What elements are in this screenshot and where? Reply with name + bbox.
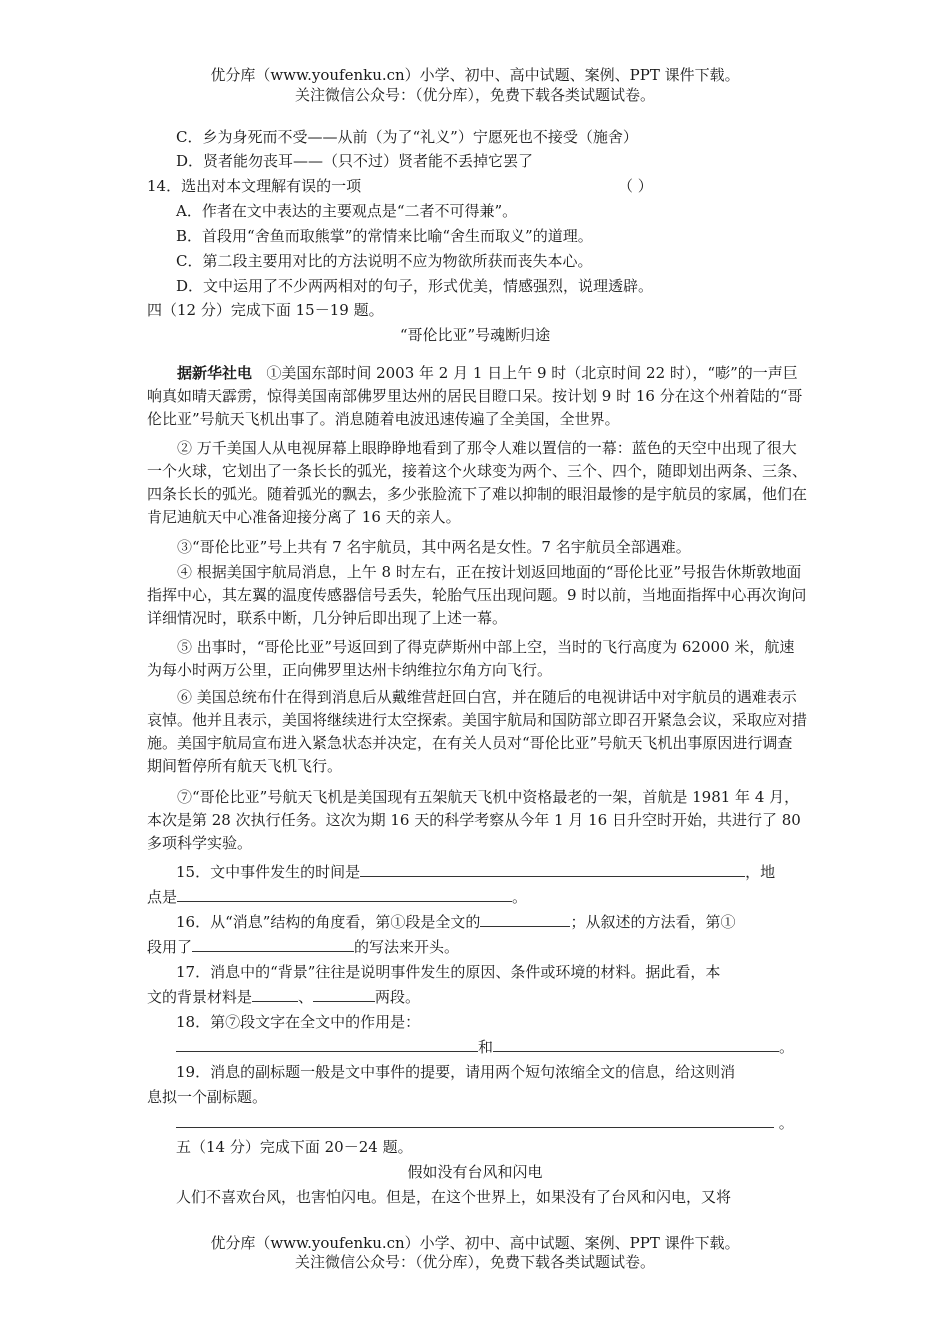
article-lead: 据新华社电 <box>177 364 253 382</box>
section-4-heading: 四（12 分）完成下面 15－19 题。 <box>147 301 384 319</box>
q17-line-2 <box>147 987 787 1007</box>
header-line-1: 优分库（www.youfenku.cn）小学、初中、高中试题、案例、PPT 课件下载。 <box>210 66 740 84</box>
q17-line-1: 17．消息中的“背景”往往是说明事件发生的原因、条件或环境的材料。据此看，本 <box>176 963 721 981</box>
q18-blank-2[interactable] <box>493 1037 779 1052</box>
q14-option-a: A．作者在文中表达的主要观点是“二者不可得兼”。 <box>176 202 518 220</box>
q15-time-blank[interactable] <box>360 862 745 877</box>
q14-option-c: C．第二段主要用对比的方法说明不应为物欲所获而丧失本心。 <box>176 252 593 270</box>
q17-text-b: 文的背景材料是 <box>147 988 253 1006</box>
q13-option-d: D．贤者能勿丧耳——（只不过）贤者能不丢掉它罢了 <box>176 152 534 170</box>
article-title: “哥伦比亚”号魂断归途 <box>399 326 551 344</box>
q19-line-1: 19．消息的副标题一般是文中事件的提要，请用两个短句浓缩全文的信息，给这则消 <box>176 1063 736 1081</box>
q15-text-a: 15．文中事件发生的时间是 <box>176 863 361 881</box>
article-paragraph-3: ③“哥伦比亚”号上共有 7 名宇航员，其中两名是女性。7 名宇航员全部遇难。 <box>177 538 691 556</box>
section-5-heading: 五（14 分）完成下面 20－24 题。 <box>176 1138 413 1156</box>
article-paragraph-5: ⑤ 出事时，“哥伦比亚”号返回到了得克萨斯州中部上空，当时的飞行高度为 62000 米，航速为每小时两万公里，正向佛罗里达州卡纳维拉尔角方向飞行。 <box>147 638 795 679</box>
q17-text-d: 两段。 <box>375 988 421 1006</box>
article-paragraph-1 <box>147 362 807 431</box>
q18-line-1: 18．第⑦段文字在全文中的作用是： <box>176 1013 421 1031</box>
q13-option-c: C．乡为身死而不受——从前（为了“礼义”）宁愿死也不接受（施舍） <box>176 128 638 146</box>
q17-blank-1[interactable] <box>252 987 298 1002</box>
q16-text-a: 16．从“消息”结构的角度看，第①段是全文的 <box>176 913 481 931</box>
section-5-paragraph-1: 人们不喜欢台风，也害怕闪电。但是，在这个世界上，如果没有了台风和闪电，又将 <box>176 1188 732 1206</box>
q19-subtitle-blank[interactable] <box>176 1113 774 1128</box>
q14-option-d: D．文中运用了不少两两相对的句子，形式优美，情感强烈，说理透辟。 <box>176 277 654 295</box>
article-paragraph-6: ⑥ 美国总统布什在得到消息后从戴维营赶回白宫，并在随后的电视讲话中对宇航员的遇难表示哀悼。他并且表示，美国将继续进行太空探索。美国宇航局和国防部立即召开紧急会议，采取应对措施。美国宇航局宣布进入紧急状态并决定，在有关人员对“哥伦比亚”号航天飞机出事原因进行调查期间暂停所有航天飞机飞行。 <box>147 688 808 775</box>
q19-text-c: 。 <box>778 1114 794 1132</box>
q16-text-d: 的写法来开头。 <box>354 938 460 956</box>
q15-text-c: 点是 <box>147 888 178 906</box>
q14-stem: 14．选出对本文理解有误的一项 <box>147 177 362 195</box>
article-paragraph-7: ⑦“哥伦比亚”号航天飞机是美国现有五架航天飞机中资格最老的一架，首航是 1981 年 4 月，本次是第 28 次执行任务。这次为期 16 天的科学考察从今年 1 月 16 日升空时开始，共进行了 80 多项科学实验。 <box>147 788 801 852</box>
q18-blank-1[interactable] <box>176 1037 478 1052</box>
section-5-title: 假如没有台风和闪电 <box>407 1163 543 1181</box>
q18-text-b: 和 <box>478 1038 494 1056</box>
q15-place-blank[interactable] <box>177 887 512 902</box>
q16-text-b: ；从叙述的方法看，第① <box>570 913 736 931</box>
q19-line-2: 息拟一个副标题。 <box>147 1088 268 1106</box>
q15-text-b: ，地 <box>745 863 776 881</box>
header-line-2: 关注微信公众号：（优分库），免费下载各类试题试卷。 <box>294 86 655 104</box>
q15-line-1 <box>176 862 816 882</box>
q16-line-2 <box>147 937 787 957</box>
q16-text-c: 段用了 <box>147 938 193 956</box>
q15-line-2 <box>147 887 787 907</box>
article-paragraph-4: ④ 根据美国宇航局消息，上午 8 时左右，正在按计划返回地面的“哥伦比亚”号报告休斯敦地面指挥中心，其左翼的温度传感器信号丢失，轮胎气压出现问题。9 时以前，当地面指挥中心再次询问详细情况时，联系中断，几分钟后即出现了上述一幕。 <box>147 563 807 627</box>
q16-line-1 <box>176 912 816 932</box>
q16-method-blank[interactable] <box>192 937 354 952</box>
q14-option-b: B．首段用“舍鱼而取熊掌”的常情来比喻“舍生而取义”的道理。 <box>176 227 593 245</box>
paragraph-1-text: ①美国东部时间 2003 年 2 月 1 日上午 9 时（北京时间 22 时），“嘭”的一声巨响真如晴天霹雳，惊得美国南部佛罗里达州的居民目瞪口呆。按计划 9 时 16 分在这个州着陆的“哥伦比亚”号航天飞机出事了。消息随着电波迅速传遍了全美国，全世界。 <box>147 364 803 428</box>
q18-line-2 <box>176 1037 816 1057</box>
q15-text-d: 。 <box>512 888 528 906</box>
q17-blank-2[interactable] <box>313 987 375 1002</box>
q18-text-c: 。 <box>779 1038 795 1056</box>
q14-answer-paren: （ ） <box>618 177 653 195</box>
q17-text-c: 、 <box>298 988 314 1006</box>
footer-line-2: 关注微信公众号：（优分库），免费下载各类试题试卷。 <box>294 1253 655 1271</box>
q19-line-3 <box>176 1113 816 1133</box>
footer-line-1: 优分库（www.youfenku.cn）小学、初中、高中试题、案例、PPT 课件下载。 <box>210 1234 740 1252</box>
q16-structure-blank[interactable] <box>480 912 570 927</box>
article-paragraph-2: ② 万千美国人从电视屏幕上眼睁睁地看到了那令人难以置信的一幕：蓝色的天空中出现了很大一个火球，它划出了一条长长的弧光，接着这个火球变为两个、三个、四个，随即划出两条、三条、四条长长的弧光。随着弧光的飘去，多少张脸流下了难以抑制的眼泪最惨的是宇航员的家属，他们在肯尼迪航天中心准备迎接分离了 16 天的亲人。 <box>147 439 808 526</box>
